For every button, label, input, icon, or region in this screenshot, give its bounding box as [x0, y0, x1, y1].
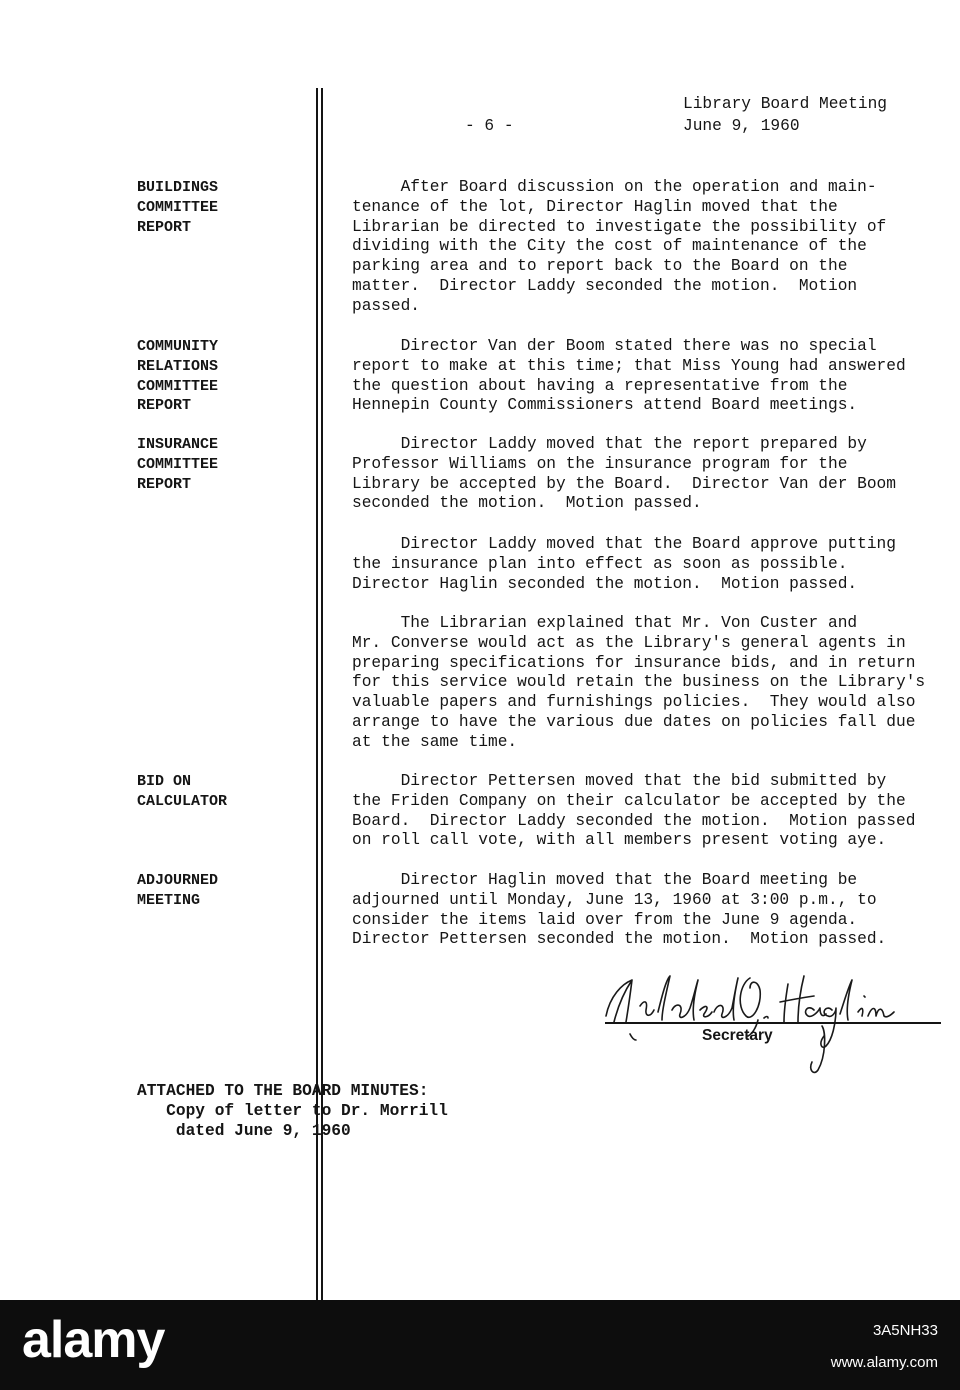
- heading-community-relations: COMMUNITY RELATIONS COMMITTEE REPORT: [137, 338, 219, 415]
- heading-bid-on-calculator: BID ON CALCULATOR: [137, 773, 228, 810]
- paragraph-insurance-3: The Librarian explained that Mr. Von Custer and Mr. Converse would act as the Library's general agents in preparing specifications for insurance bids, and in return for this service would retain the business on the Library's valuable papers and furnishings policies. They would also arrange to have the various due dates on policies fall due at the same time.: [352, 614, 926, 751]
- heading-adjourned-meeting: ADJOURNED MEETING: [137, 872, 219, 909]
- paragraph-insurance-2: Director Laddy moved that the Board approve putting the insurance plan into effect as soon as possible. Director Haglin seconded the motion. Motion passed.: [352, 535, 896, 593]
- paragraph-adjourned-meeting: Director Haglin moved that the Board meeting be adjourned until Monday, June 13, 1960 at 3:00 p.m., to consider the items laid over from the June 9 agenda. Director Pettersen seconded the motion. Motion passed.: [352, 871, 887, 949]
- page-number: - 6 -: [465, 117, 514, 135]
- paragraph-bid-on-calculator: Director Pettersen moved that the bid submitted by the Friden Company on their calculator be accepted by the Board. Director Laddy seconded the motion. Motion passed on roll call vote, with all members present voting aye.: [352, 772, 916, 850]
- attached-note: ATTACHED TO THE BOARD MINUTES: Copy of letter to Dr. Morrill dated June 9, 1960: [137, 1082, 448, 1140]
- paragraph-community-relations: Director Van der Boom stated there was no special report to make at this time; that Miss Young had answered the question about having a representative from the Hennepin County Commissioners attend Board meetings.: [352, 337, 906, 415]
- paragraph-insurance-1: Director Laddy moved that the report prepared by Professor Williams on the insurance program for the Library be accepted by the Board. Director Van der Boom seconded the motion. Motion passed.: [352, 435, 896, 513]
- watermark-footer-bar: [0, 1300, 960, 1390]
- signature-label: Secretary: [702, 1027, 773, 1044]
- heading-insurance-committee: INSURANCE COMMITTEE REPORT: [137, 436, 219, 493]
- paragraph-buildings: After Board discussion on the operation and main- tenance of the lot, Director Haglin moved that the Librarian be directed to investigate the possibility of dividing with the City the cost of maintenance of the parking area and to report back to the Board on the matter. Director Laddy seconded the motion. Motion passed.: [352, 178, 887, 315]
- alamy-logo: alamy: [22, 1311, 165, 1369]
- header-title-line1: Library Board Meeting: [683, 95, 887, 113]
- signature-line: [605, 1022, 941, 1024]
- header-title-line2: June 9, 1960: [683, 117, 800, 135]
- image-id: 3A5NH33: [872, 1322, 938, 1339]
- handwritten-signature: [600, 966, 900, 1076]
- footer-url: www.alamy.com: [830, 1354, 938, 1371]
- heading-buildings-committee: BUILDINGS COMMITTEE REPORT: [137, 179, 219, 236]
